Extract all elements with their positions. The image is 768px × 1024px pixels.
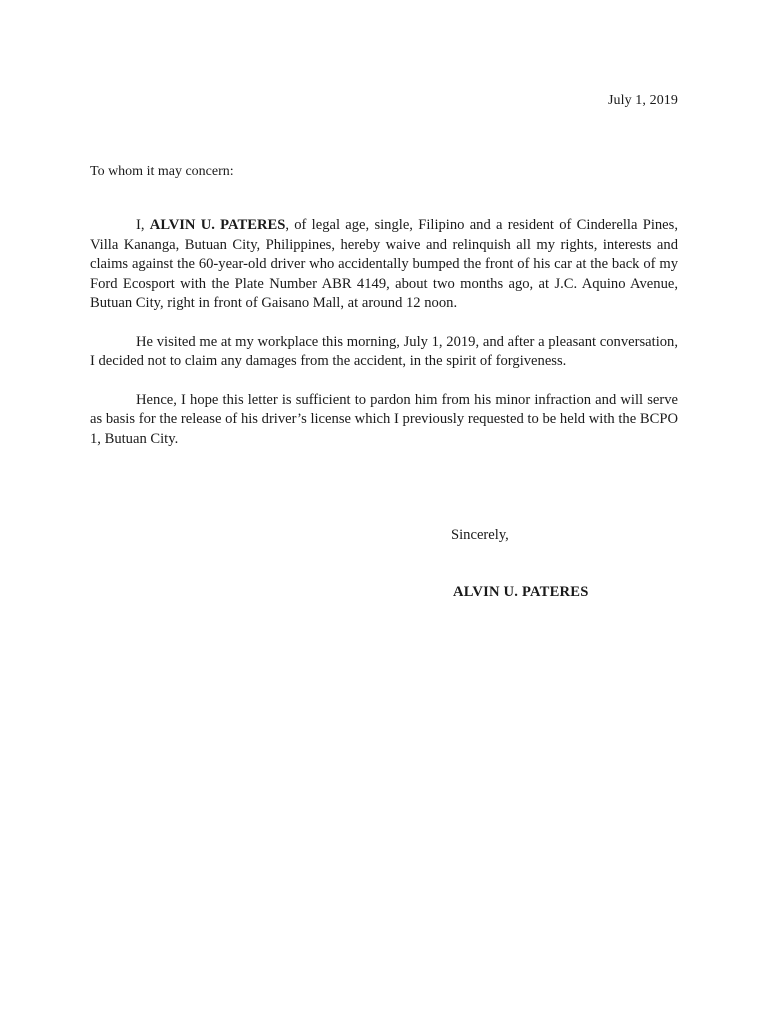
paragraph-visit: He visited me at my workplace this morning, July 1, 2019, and after a pleasant conversation, I decided not to claim any damages from the accident, in the spirit of forgiveness. — [90, 333, 678, 369]
paragraph-waiver — [90, 216, 678, 314]
closing: Sincerely, — [451, 527, 509, 543]
salutation: To whom it may concern: — [90, 164, 234, 179]
letter-date: July 1, 2019 — [607, 93, 678, 108]
author-name-inline: ALVIN U. PATERES — [149, 217, 286, 233]
paragraph-waiver-prefix: I, — [136, 217, 150, 233]
paragraph-waiver-text: , of legal age, single, Filipino and a resident of Cinderella Pines, Villa Kananga, Butuan City, Philippines, hereby waive and relinquish all my rights, interests and claims against the 60-year-old driver who accidentally bumped the front of his car at the back of my Ford Ecosport with the Plate Number ABR 4149, about two months ago, at J.C. Aquino Avenue, Butuan City, right in front of Gaisano Mall, at around 12 noon. — [90, 217, 678, 311]
signature-name: ALVIN U. PATERES — [453, 584, 589, 600]
letter-body — [90, 216, 678, 468]
paragraph-request: Hence, I hope this letter is sufficient to pardon him from his minor infraction and will serve as basis for the release of his driver’s license which I previously requested to be held with the BCPO 1, Butuan City. — [90, 391, 678, 447]
